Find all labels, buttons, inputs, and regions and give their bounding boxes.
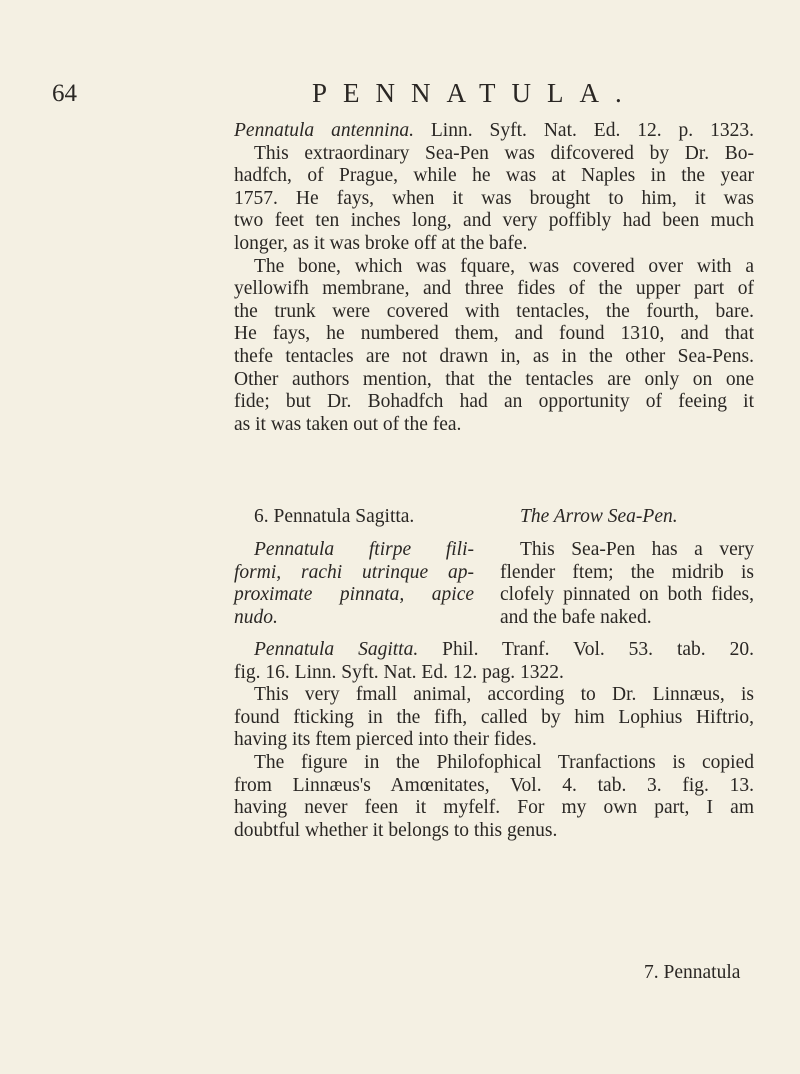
text-line: The bone, which was fquare, was covered over with a (254, 255, 754, 277)
text-line: longer, as it was broke off at the bafe. (234, 232, 528, 254)
text-line: having its ftem pierced into their fides. (234, 729, 537, 751)
text-line: yellowifh membrane, and three fides of the upper part of (234, 278, 754, 300)
species-citation-ref: Phil. Tranf. Vol. 53. tab. 20. (418, 639, 754, 660)
running-title: PENNATULA. (312, 78, 638, 108)
english-description (500, 539, 754, 629)
text-line: thefe tentacles are not drawn in, as in the other Sea-Pens. (234, 345, 754, 367)
text-line: fide; but Dr. Bohadfch had an opportunity of feeing it (234, 391, 754, 413)
text-line: nudo. (234, 606, 278, 628)
text-line: flender ftem; the midrib is (500, 561, 754, 583)
text-line: Pennatula ftirpe fili- (254, 539, 474, 560)
section-sagitta (234, 639, 754, 842)
entry-heading-latin: 6. Pennatula Sagitta. (254, 506, 415, 527)
latin-description (234, 539, 474, 629)
text-line: clofely pinnated on both fides, (500, 584, 754, 606)
text-line: found fticking in the fifh, called by him Lophius Hiftrio, (234, 706, 754, 728)
species-citation-ref: Linn. Syft. Nat. Ed. 12. p. 1323. (413, 120, 754, 141)
text-line: and the bafe naked. (500, 606, 652, 628)
text-line: This very fmall animal, according to Dr. Linnæus, is (254, 684, 754, 706)
text-line: hadfch, of Prague, while he was at Naples in the year (234, 165, 754, 187)
text-line: fig. 16. Linn. Syft. Nat. Ed. 12. pag. 1322. (234, 661, 564, 683)
species-citation-name: Pennatula Sagitta. (254, 639, 419, 660)
text-line: This extraordinary Sea-Pen was difcovered by Dr. Bo- (254, 142, 754, 164)
text-line: Other authors mention, that the tentacles are only on one (234, 368, 754, 390)
text-line: having never feen it myfelf. For my own part, I am (234, 797, 754, 819)
text-line: This Sea-Pen has a very (520, 539, 754, 560)
text-line: from Linnæus's Amœnitates, Vol. 4. tab. 3. fig. 13. (234, 774, 754, 796)
text-line: as it was taken out of the fea. (234, 413, 462, 435)
text-line: two feet ten inches long, and very poffibly had been much (234, 210, 754, 232)
entry-heading-english: The Arrow Sea-Pen. (520, 506, 678, 527)
text-line: 1757. He fays, when it was brought to him, it was (234, 187, 754, 209)
section-antennina (234, 120, 754, 436)
text-line: proximate pinnata, apice (234, 584, 474, 606)
text-line: doubtful whether it belongs to this genus. (234, 819, 558, 841)
page-number: 64 (52, 80, 77, 107)
catchword: 7. Pennatula (644, 962, 741, 983)
text-line: the trunk were covered with tentacles, the fourth, bare. (234, 300, 754, 322)
text-line: He fays, he numbered them, and found 1310, and that (234, 323, 754, 345)
species-citation-name: Pennatula antennina. (234, 120, 414, 141)
text-line: formi, rachi utrinque ap- (234, 561, 474, 583)
text-line: The figure in the Philofophical Tranfactions is copied (254, 751, 754, 773)
